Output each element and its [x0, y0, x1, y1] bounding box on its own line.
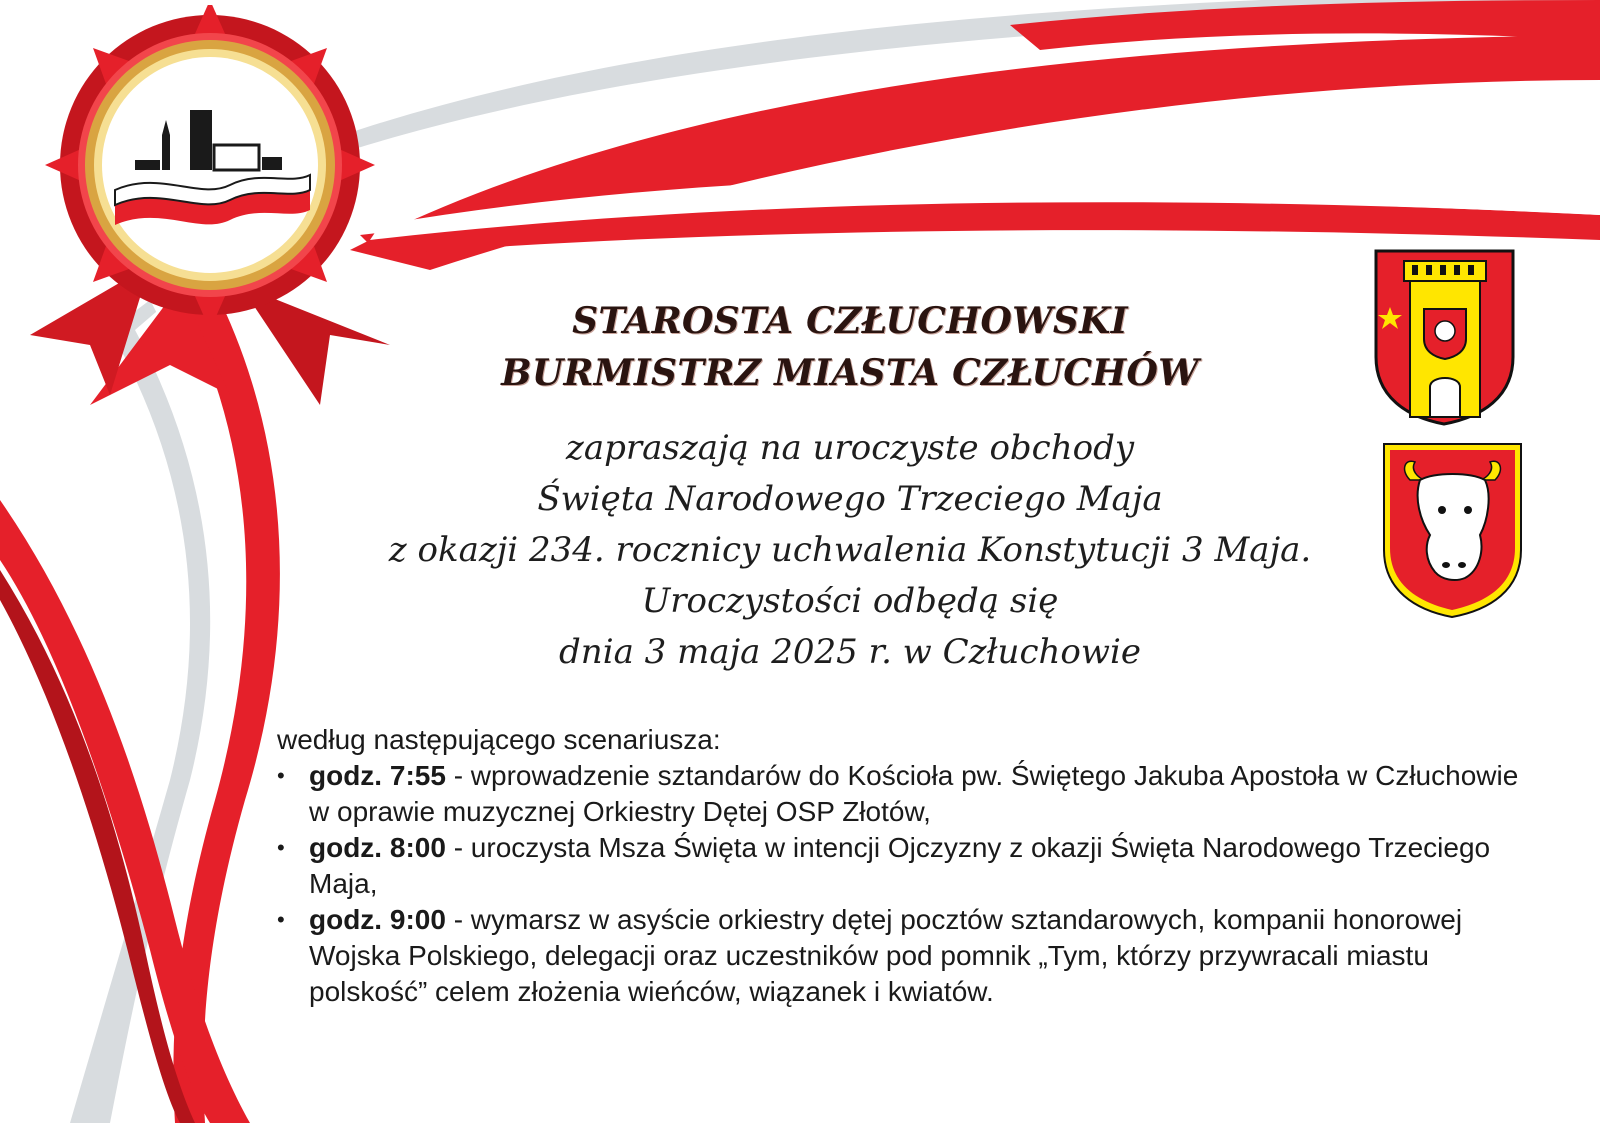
bullet-icon: •: [277, 763, 285, 788]
scenario-item: [277, 758, 1527, 830]
invitation-line: zapraszają na uroczyste obchody: [565, 428, 1135, 468]
invitation-line: Święta Narodowego Trzeciego Maja: [537, 479, 1163, 519]
heading-starosta: STAROSTA CZŁUCHOWSKI: [572, 300, 1128, 342]
coat-of-arms-bull-icon: [1380, 440, 1525, 620]
scenario-description: - uroczysta Msza Święta w intencji Ojczyzny z okazji Święta Narodowego Trzeciego Maja,: [309, 832, 1491, 899]
scenario-item: [277, 830, 1527, 902]
invitation-line: z okazji 234. rocznicy uchwalenia Konstytucji 3 Maja.: [388, 530, 1312, 570]
heading-burmistrz: BURMISTRZ MIASTA CZŁUCHÓW: [501, 352, 1199, 394]
scenario-list: [277, 758, 1527, 1010]
scenario-time: godz. 9:00: [309, 904, 446, 935]
bullet-icon: •: [277, 835, 285, 860]
invitation-text: [300, 423, 1400, 678]
invitation-line: Uroczystości odbędą się: [641, 581, 1059, 621]
rosette-emblem-icon: [30, 5, 400, 405]
scenario-time: godz. 8:00: [309, 832, 446, 863]
scenario-item: [277, 902, 1527, 1010]
bullet-icon: •: [277, 907, 285, 932]
scenario-time: godz. 7:55: [309, 760, 446, 791]
scenario-intro: według następującego scenariusza:: [277, 724, 721, 755]
scenario-description: - wprowadzenie sztandarów do Kościoła pw. Świętego Jakuba Apostoła w Człuchowie w oprawie muzycznej Orkiestry Dętej OSP Złotów,: [309, 760, 1519, 827]
scenario-section: [277, 722, 1527, 1010]
scenario-description: - wymarsz w asyście orkiestry dętej pocztów sztandarowych, kompanii honorowej Wojska Polskiego, delegacji oraz uczestników pod pomnik „Tym, którzy przywracali miastu polskość” celem złożenia wieńców, wiązanek i kwiatów.: [309, 904, 1463, 1007]
invitation-line: dnia 3 maja 2025 r. w Człuchowie: [559, 632, 1141, 672]
